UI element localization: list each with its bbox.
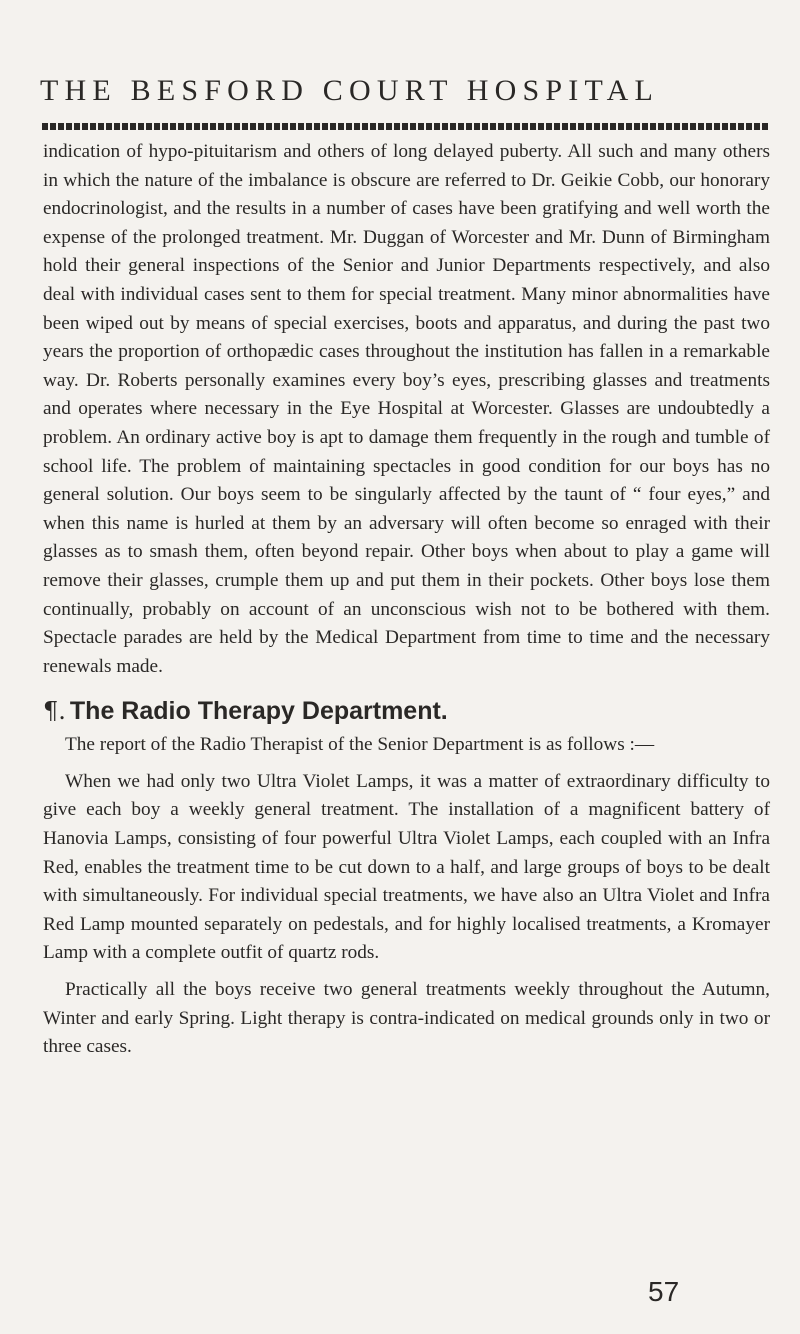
section-heading <box>43 695 770 727</box>
running-head: THE BESFORD COURT HOSPITAL <box>40 74 659 107</box>
section-heading-text: The Radio Therapy Department. <box>69 697 448 726</box>
paragraph: indication of hypo-pituitarism and others of long delayed puberty. All such and many others in which the nature of the imbalance is obscure are referred to Dr. Geikie Cobb, our honorary endocrinologist, and the results in a number of cases have been gratifying and well worth the expense of the prolonged treatment. Mr. Duggan of Worcester and Mr. Dunn of Birmingham hold their general inspections of the Senior and Junior Departments respectively, and also deal with individual cases sent to them for special treatment. Many minor abnormalities have been wiped out by means of special exercises, boots and apparatus, and during the past two years the proportion of orthopædic cases throughout the institution has fallen in a remarkable way. Dr. Roberts personally examines every boy’s eyes, prescribing glasses and treatments and operates where necessary in the Eye Hospital at Worcester. Glasses are undoubtedly a problem. An ordinary active boy is apt to damage them frequently in the rough and tumble of school life. The problem of maintaining spectacles in good condition for our boys has no general solution. Our boys seem to be singularly affected by the taunt of “ four eyes,” and when this name is hurled at them by an adversary will often become so enraged with their glasses as to smash them, often beyond repair. Other boys when about to play a game will remove their glasses, crumple them up and put them in their pockets. Other boys lose them continually, probably on account of an unconscious wish not to be bothered with them. Spectacle parades are held by the Medical Department from time to time and the necessary renewals made. <box>43 141 770 677</box>
paragraph: When we had only two Ultra Violet Lamps, it was a matter of extraordinary difficulty to give each boy a weekly general treatment. The installation of a magnificent battery of Hanovia Lamps, consisting of four powerful Ultra Violet Lamps, each coupled with an Infra Red, enables the treatment time to be cut down to a half, and large groups of boys to be dealt with simultaneously. For individual special treatments, we have also an Ultra Violet and Infra Red Lamp mounted separately on pedestals, and for highly localised treatments, a Kromayer Lamp with a complete outfit of quartz rods. <box>43 770 770 964</box>
decorative-rule <box>42 123 768 130</box>
paragraph: Practically all the boys receive two general treatments weekly throughout the Autumn, Winter and early Spring. Light therapy is contra-indicated on medical grounds only in two or three cases. <box>43 979 770 1058</box>
page-number: 57 <box>648 1276 680 1307</box>
paragraph-mark-icon: ¶. <box>43 697 66 726</box>
body-text <box>43 138 770 1062</box>
paragraph: The report of the Radio Therapist of the Senior Department is as follows :— <box>65 734 655 756</box>
